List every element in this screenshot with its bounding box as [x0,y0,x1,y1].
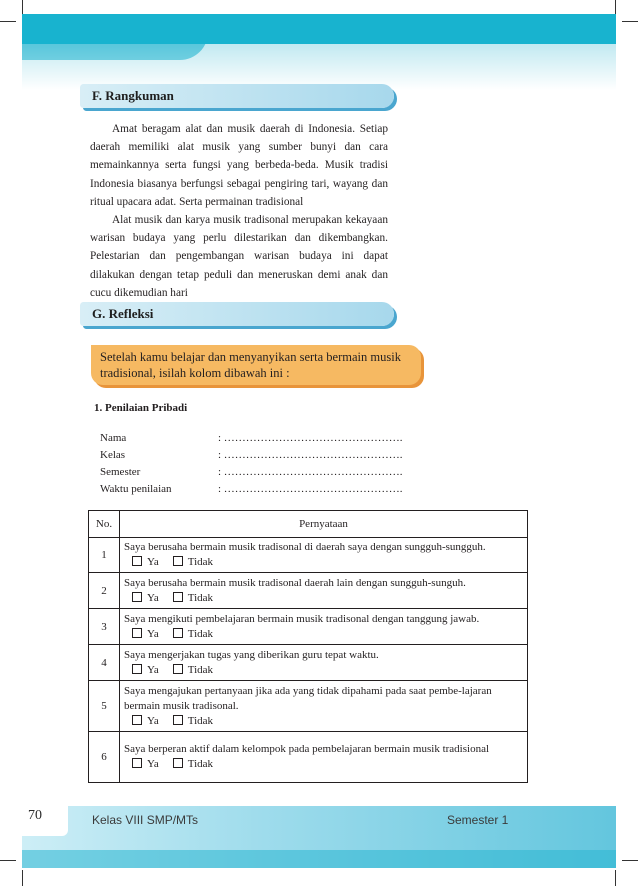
statement-text: Saya berperan aktif dalam kelompok pada pembelajaran bermain musik tradisional [124,743,490,755]
statement-text: Saya berusaha bermain musik tradisonal di daerah saya dengan sungguh-sungguh. [124,541,486,553]
statement-text: Saya mengajukan pertanyaan jika ada yang tidak dipahami pada saat pembe-lajaran bermain musik tradisonal. [124,684,492,712]
section-f-heading [80,84,394,108]
row-number: 5 [89,681,120,732]
option-tidak-label: Tidak [187,714,214,727]
table-row [89,609,528,645]
option-ya-label: Ya [147,627,159,640]
checkbox-ya[interactable] [132,556,142,566]
row-number: 6 [89,732,120,783]
checkbox-tidak[interactable] [173,556,183,566]
header-band [22,14,616,90]
option-ya-label: Ya [147,591,159,604]
checkbox-ya[interactable] [132,592,142,602]
checkbox-tidak[interactable] [173,628,183,638]
row-statement [120,573,528,609]
row-statement [120,681,528,732]
crop-mark [22,870,23,886]
statement-table [88,510,528,783]
section-g-heading [80,302,394,326]
summary-paragraph: Amat beragam alat dan musik daerah di Indonesia. Setiap daerah memiliki alat musik yang sumber bunyi dan cara memainkannya serta fungsi yang berbeda-beda. Musik tradisi Indonesia biasanya berfungsi sebagai pengiring tari, wayang dan ritual upacara adat. Serta permainan tradisional [90,123,388,208]
footer-class-label: Kelas VIII SMP/MTs [92,813,199,827]
table-row [89,732,528,783]
row-statement [120,538,528,573]
form-field-nama[interactable]: : …………………………………………. [218,432,403,444]
option-ya-label: Ya [147,714,159,727]
option-tidak-label: Tidak [187,591,214,604]
form-field-waktu[interactable]: : …………………………………………. [218,483,403,495]
option-tidak-label: Tidak [187,663,214,676]
table-row [89,681,528,732]
statement-text: Saya mengikuti pembelajaran bermain musik tradisonal dengan tanggung jawab. [124,612,480,625]
option-tidak-label: Tidak [187,556,214,568]
summary-text [90,120,388,302]
form-field-semester[interactable]: : …………………………………………. [218,466,403,478]
row-number: 1 [89,538,120,573]
option-ya-label: Ya [147,663,159,676]
checkbox-tidak[interactable] [173,715,183,725]
option-tidak-label: Tidak [187,758,214,770]
row-statement [120,732,528,783]
table-row [89,573,528,609]
table-row [89,538,528,573]
option-ya-label: Ya [147,758,159,770]
crop-mark [0,21,16,22]
option-group [124,663,523,678]
option-group [124,627,523,642]
option-ya-label: Ya [147,556,159,568]
section-f-title: F. Rangkuman [92,88,174,103]
crop-mark [622,21,638,22]
row-number: 4 [89,645,120,681]
form-field-kelas[interactable]: : …………………………………………. [218,449,403,461]
checkbox-ya[interactable] [132,628,142,638]
crop-mark [0,860,16,861]
crop-mark [615,870,616,886]
option-group [124,591,523,606]
checkbox-tidak[interactable] [173,664,183,674]
row-statement [120,645,528,681]
section-g-title: G. Refleksi [92,306,154,321]
option-group [124,757,523,772]
form-label-kelas: Kelas [100,449,126,461]
form-label-nama: Nama [100,432,127,444]
checkbox-ya[interactable] [132,758,142,768]
option-tidak-label: Tidak [187,627,214,640]
statement-text: Saya berusaha bermain musik tradisonal daerah lain dengan sungguh-sunguh. [124,576,466,589]
form-label-waktu: Waktu penilaian [100,483,172,495]
option-group [124,714,523,729]
row-number: 2 [89,573,120,609]
row-number: 3 [89,609,120,645]
assessment-subheading: 1. Penilaian Pribadi [94,402,188,414]
header-statement: Pernyataan [120,511,528,538]
row-statement [120,609,528,645]
instruction-box [91,345,421,385]
footer-ornament [22,850,616,868]
footer-semester-label: Semester 1 [447,813,509,827]
header-no: No. [89,511,120,538]
option-group [124,555,523,570]
checkbox-ya[interactable] [132,715,142,725]
table-row [89,645,528,681]
checkbox-tidak[interactable] [173,592,183,602]
checkbox-tidak[interactable] [173,758,183,768]
instruction-text: Setelah kamu belajar dan menyanyikan serta bermain musik tradisional, isilah kolom dibawah ini : [100,350,401,380]
checkbox-ya[interactable] [132,664,142,674]
table-header-row [89,511,528,538]
page-number: 70 [28,808,42,823]
statement-text: Saya mengerjakan tugas yang diberikan guru tepat waktu. [124,648,379,661]
form-label-semester: Semester [100,466,141,478]
summary-paragraph: Alat musik dan karya musik tradisonal merupakan kekayaan warisan budaya yang perlu dilestarikan dan dikembangkan. Pelestarian dan pengembangan warisan budaya ini dapat dilakukan dengan tetap peduli dan meneruskan demi anak dan cucu dikemudian hari [90,214,388,299]
crop-mark [622,860,638,861]
